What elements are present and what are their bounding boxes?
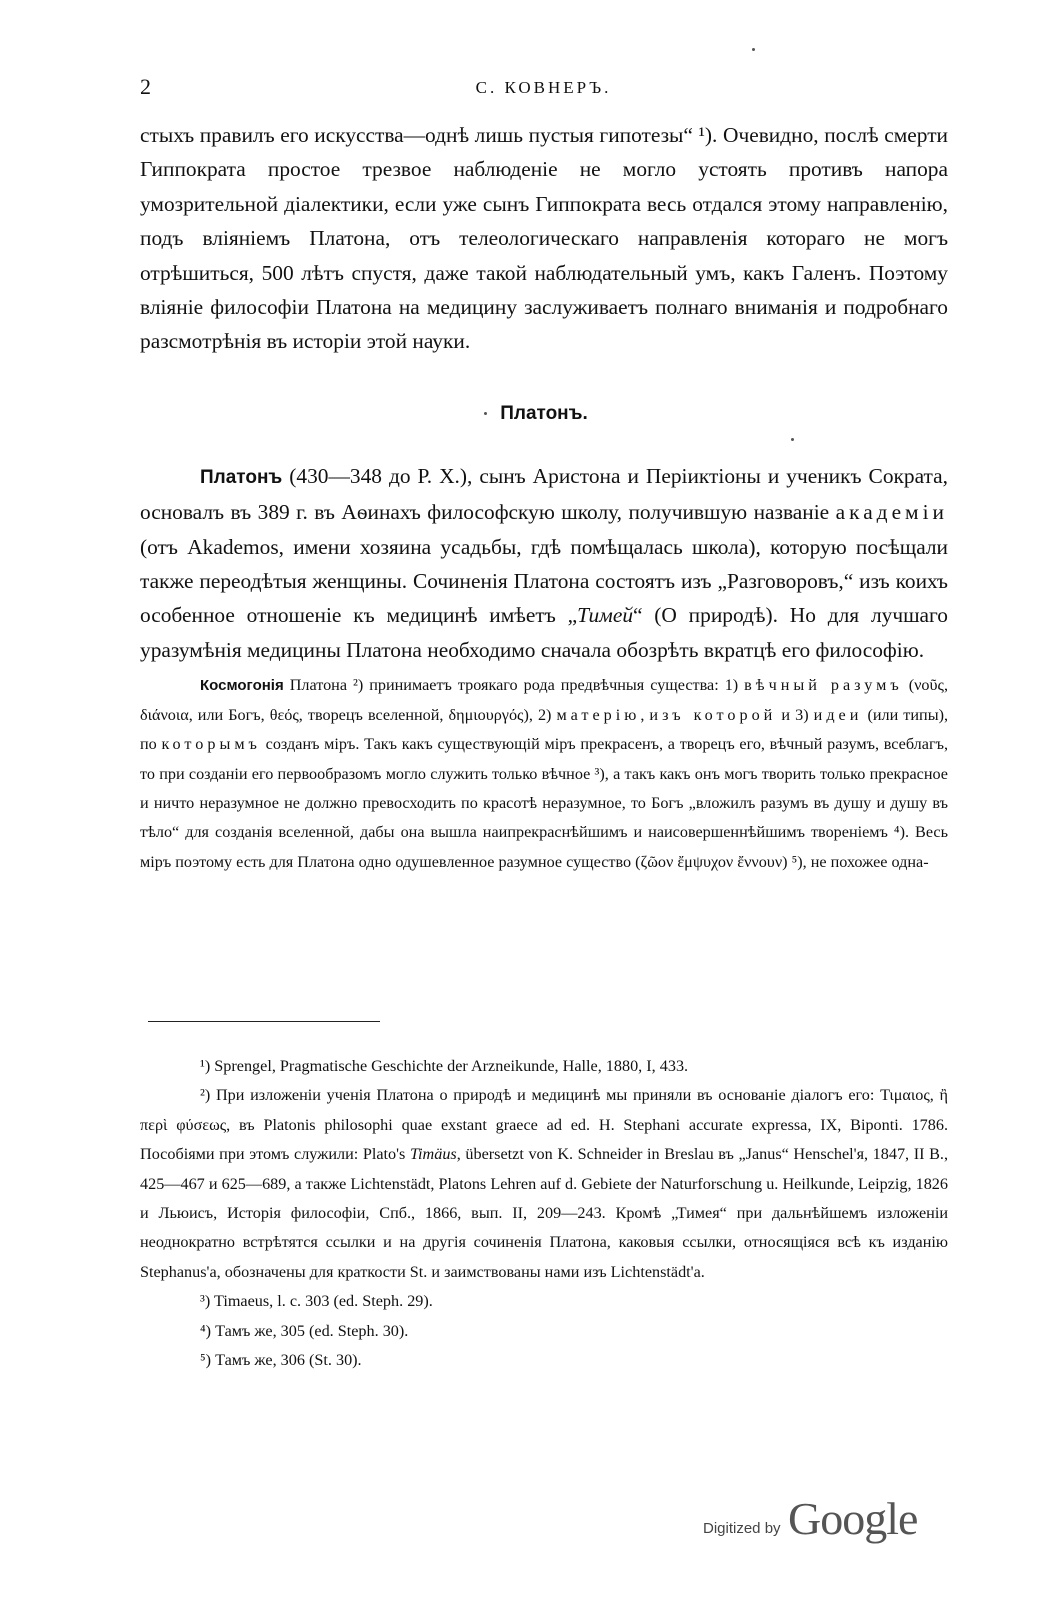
timaeus-title: Тимей xyxy=(577,603,634,628)
cosmogony-text-6: созданъ міръ. Такъ какъ существующій міръ прекрасенъ, а творецъ его, вѣчный разумъ, всеблагъ, то при созданіи его первообразомъ могло служить только вѣчное ³), а такъ какъ онъ могъ творить только прекрасное и ничто неразумное не должно превосходить по красотѣ неразумное, то Богъ „вложилъ разумъ въ душу и душу въ тѣло“ для созданія вселенной, дабы она вышла наипрекраснѣйшимъ и наисовершеннѣйшимъ твореніемъ ⁴). Весь міръ поэтому есть для Платона одно одушевленное разумное существо (ζῶον ἔμψυχον ἔννουν) ⁵), не похожее одна- xyxy=(140,735,948,871)
eternal-reason-term: вѣчный разумъ xyxy=(744,676,903,695)
matter-term: матерію xyxy=(556,705,641,724)
footnote-2-timaus: Timäus xyxy=(409,1145,457,1164)
footnote-3: ³) Timaeus, l. c. 303 (ed. Steph. 29). xyxy=(200,1292,433,1311)
page-number: 2 xyxy=(140,74,151,99)
watermark-prefix: Digitized by xyxy=(703,1520,781,1537)
cosmogony-text-2: (νοῦς, διάνοια, или Богъ, θεός, творецъ вселенной, δημιουργός), 2) xyxy=(140,676,949,724)
cosmogony-text-4: и 3) xyxy=(776,705,814,724)
print-speck xyxy=(752,48,755,51)
footnote-2 xyxy=(140,1081,948,1287)
plato-text-1: (430—348 до Р. Х.), сынъ Аристона и Періиктіоны и ученикъ Сократа, основалъ въ 389 г. въ Аѳинахъ философскую школу, получившую названіе xyxy=(140,463,948,525)
footnote-5: ⁵) Тамъ же, 306 (St. 30). xyxy=(200,1351,362,1370)
academy-term: академіи xyxy=(835,500,948,525)
cosmogony-paragraph xyxy=(140,671,948,877)
running-title: С. КОВНЕРЪ. xyxy=(475,78,612,97)
from-which-term: изъ которой xyxy=(649,705,777,724)
footnote-divider xyxy=(148,1021,380,1022)
cosmogony-text-5: (или типы), по xyxy=(140,705,949,754)
by-which-term: которымъ xyxy=(161,735,261,754)
intro-paragraph: стыхъ правилъ его искусства—однѣ лишь пустыя гипотезы“ ¹). Очевидно, послѣ смерти Гиппократа простое трезвое наблюденіе не могло устоять противъ напора умозрительной діалектики, если уже сынъ Гиппократа весь отдался этому направленію, подъ вліяніемъ Платона, отъ телеологическаго направленія котораго не могъ отрѣшиться, 500 лѣтъ спустя, даже такой наблюдательный умъ, какъ Галенъ. Поэтому вліяніе философіи Платона на медицину заслуживаетъ полнаго вниманія и подробнаго разсмотрѣнія въ исторіи этой науки. xyxy=(140,123,948,354)
main-text xyxy=(140,118,948,877)
plato-text-2: (отъ Akademos, имени хозяина усадьбы, гдѣ помѣщалась школа), которую посѣщали также переодѣтыя женщины. Сочиненія Платона состоятъ изъ „Разговоровъ,“ изъ коихъ особенное отношеніе къ медицинѣ имѣетъ „ xyxy=(140,534,948,628)
ideas-term: идеи xyxy=(813,705,863,724)
footnote-2-text-a: ²) При изложеніи ученія Платона о природѣ и медицинѣ мы приняли въ основаніе діалогъ его: Τιμαιος, ἢ περὶ φύσεως, въ Platonis philosophi quae exstant graece ad ed. H. Stephani accurate expressa, IX, Biponti. 1786. Пособіями при этомъ служили: Plato's xyxy=(140,1086,948,1164)
plato-lead: Платонъ xyxy=(200,466,283,488)
section-title: Платонъ. xyxy=(500,402,588,424)
footnote-4: ⁴) Тамъ же, 305 (ed. Steph. 30). xyxy=(200,1321,409,1340)
page-header xyxy=(140,74,947,104)
footnotes xyxy=(140,1052,948,1375)
plato-paragraph xyxy=(140,459,948,667)
print-speck xyxy=(791,438,794,441)
google-logo: Google xyxy=(788,1493,918,1544)
footnote-2-text-c: , übersetzt von K. Schneider in Breslau въ „Janus“ Henschel'я, 1847, II B., 425—467 и 625—689, а также Lichtenstädt, Platons Lehren auf d. Gebiete der Naturforschung u. Heilkunde, Leipzig, 1826 и Льюисъ, Исторія философіи, Спб., 1866, вып. II, 209—243. Кромѣ „Тимея“ при дальнѣйшемъ изложеніи неоднократно встрѣтятся ссылки и на другія сочиненія Платона, каковыя ссылки, относящіяся всѣ къ изданію Stephanus'а, обозначены для краткости St. и заимствованы нами изъ Lichtenstädt'а. xyxy=(140,1145,948,1281)
cosmogony-lead: Космогонія xyxy=(200,677,284,695)
cosmogony-text-3: , xyxy=(640,705,650,724)
footnote-1: ¹) Sprengel, Pragmatische Geschichte der Arzneikunde, Halle, 1880, I, 433. xyxy=(200,1057,689,1075)
print-speck xyxy=(484,412,487,415)
cosmogony-text-1: Платона ²) принимаетъ троякаго рода предвѣчныя существа: 1) xyxy=(283,676,745,695)
plato-text-3: “ (О природѣ). Но для лучшаго уразумѣнія медицины Платона необходимо сначала обозрѣть вкратцѣ его философію. xyxy=(140,603,948,662)
